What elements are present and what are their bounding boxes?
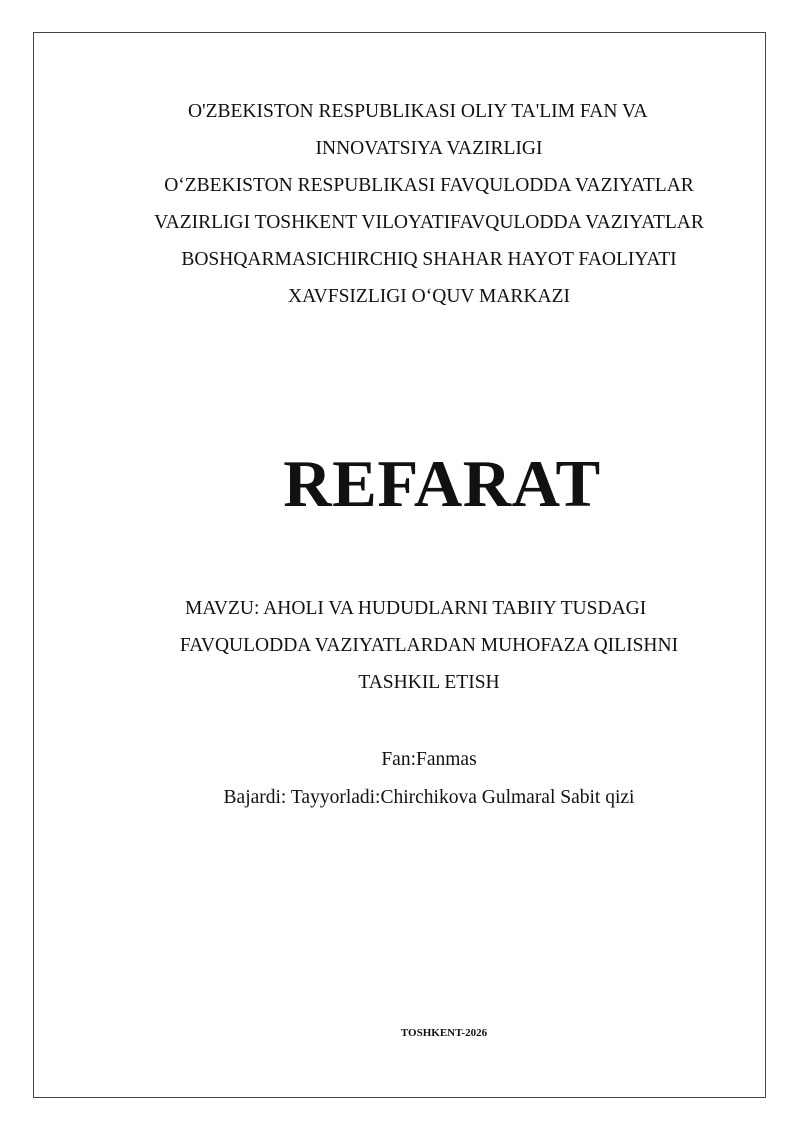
ministry-line-3: O‘ZBEKISTON RESPUBLIKASI FAVQULODDA VAZIYATLAR [164,175,694,196]
ministry-line-4: VAZIRLIGI TOSHKENT VILOYATIFAVQULODDA VAZIYATLAR [154,212,704,233]
ministry-line-6: XAVFSIZLIGI O‘QUV MARKAZI [287,286,571,307]
topic-line-3: TASHKIL ETISH [358,672,500,693]
ministry-line-2: INNOVATSIYA VAZIRLIGI [315,138,543,159]
ministry-line-5: BOSHQARMASICHIRCHIQ SHAHAR HAYOT FAOLIYATI [181,249,677,270]
document-type-title: REFARAT [283,447,601,521]
place-year-footer: TOSHKENT-2026 [400,1027,488,1039]
author-line: Bajardi: Tayyorladi:Chirchikova Gulmaral Sabit qizi [223,787,635,808]
topic-line-1: MAVZU: AHOLI VA HUDUDLARNI TABIIY TUSDAGI [185,598,647,619]
subject-line: Fan:Fanmas [381,749,477,770]
topic-line-2: FAVQULODDA VAZIYATLARDAN MUHOFAZA QILISHNI [179,635,679,656]
ministry-line-1: O'ZBEKISTON RESPUBLIKASI OLIY TA'LIM FAN VA [188,101,648,122]
